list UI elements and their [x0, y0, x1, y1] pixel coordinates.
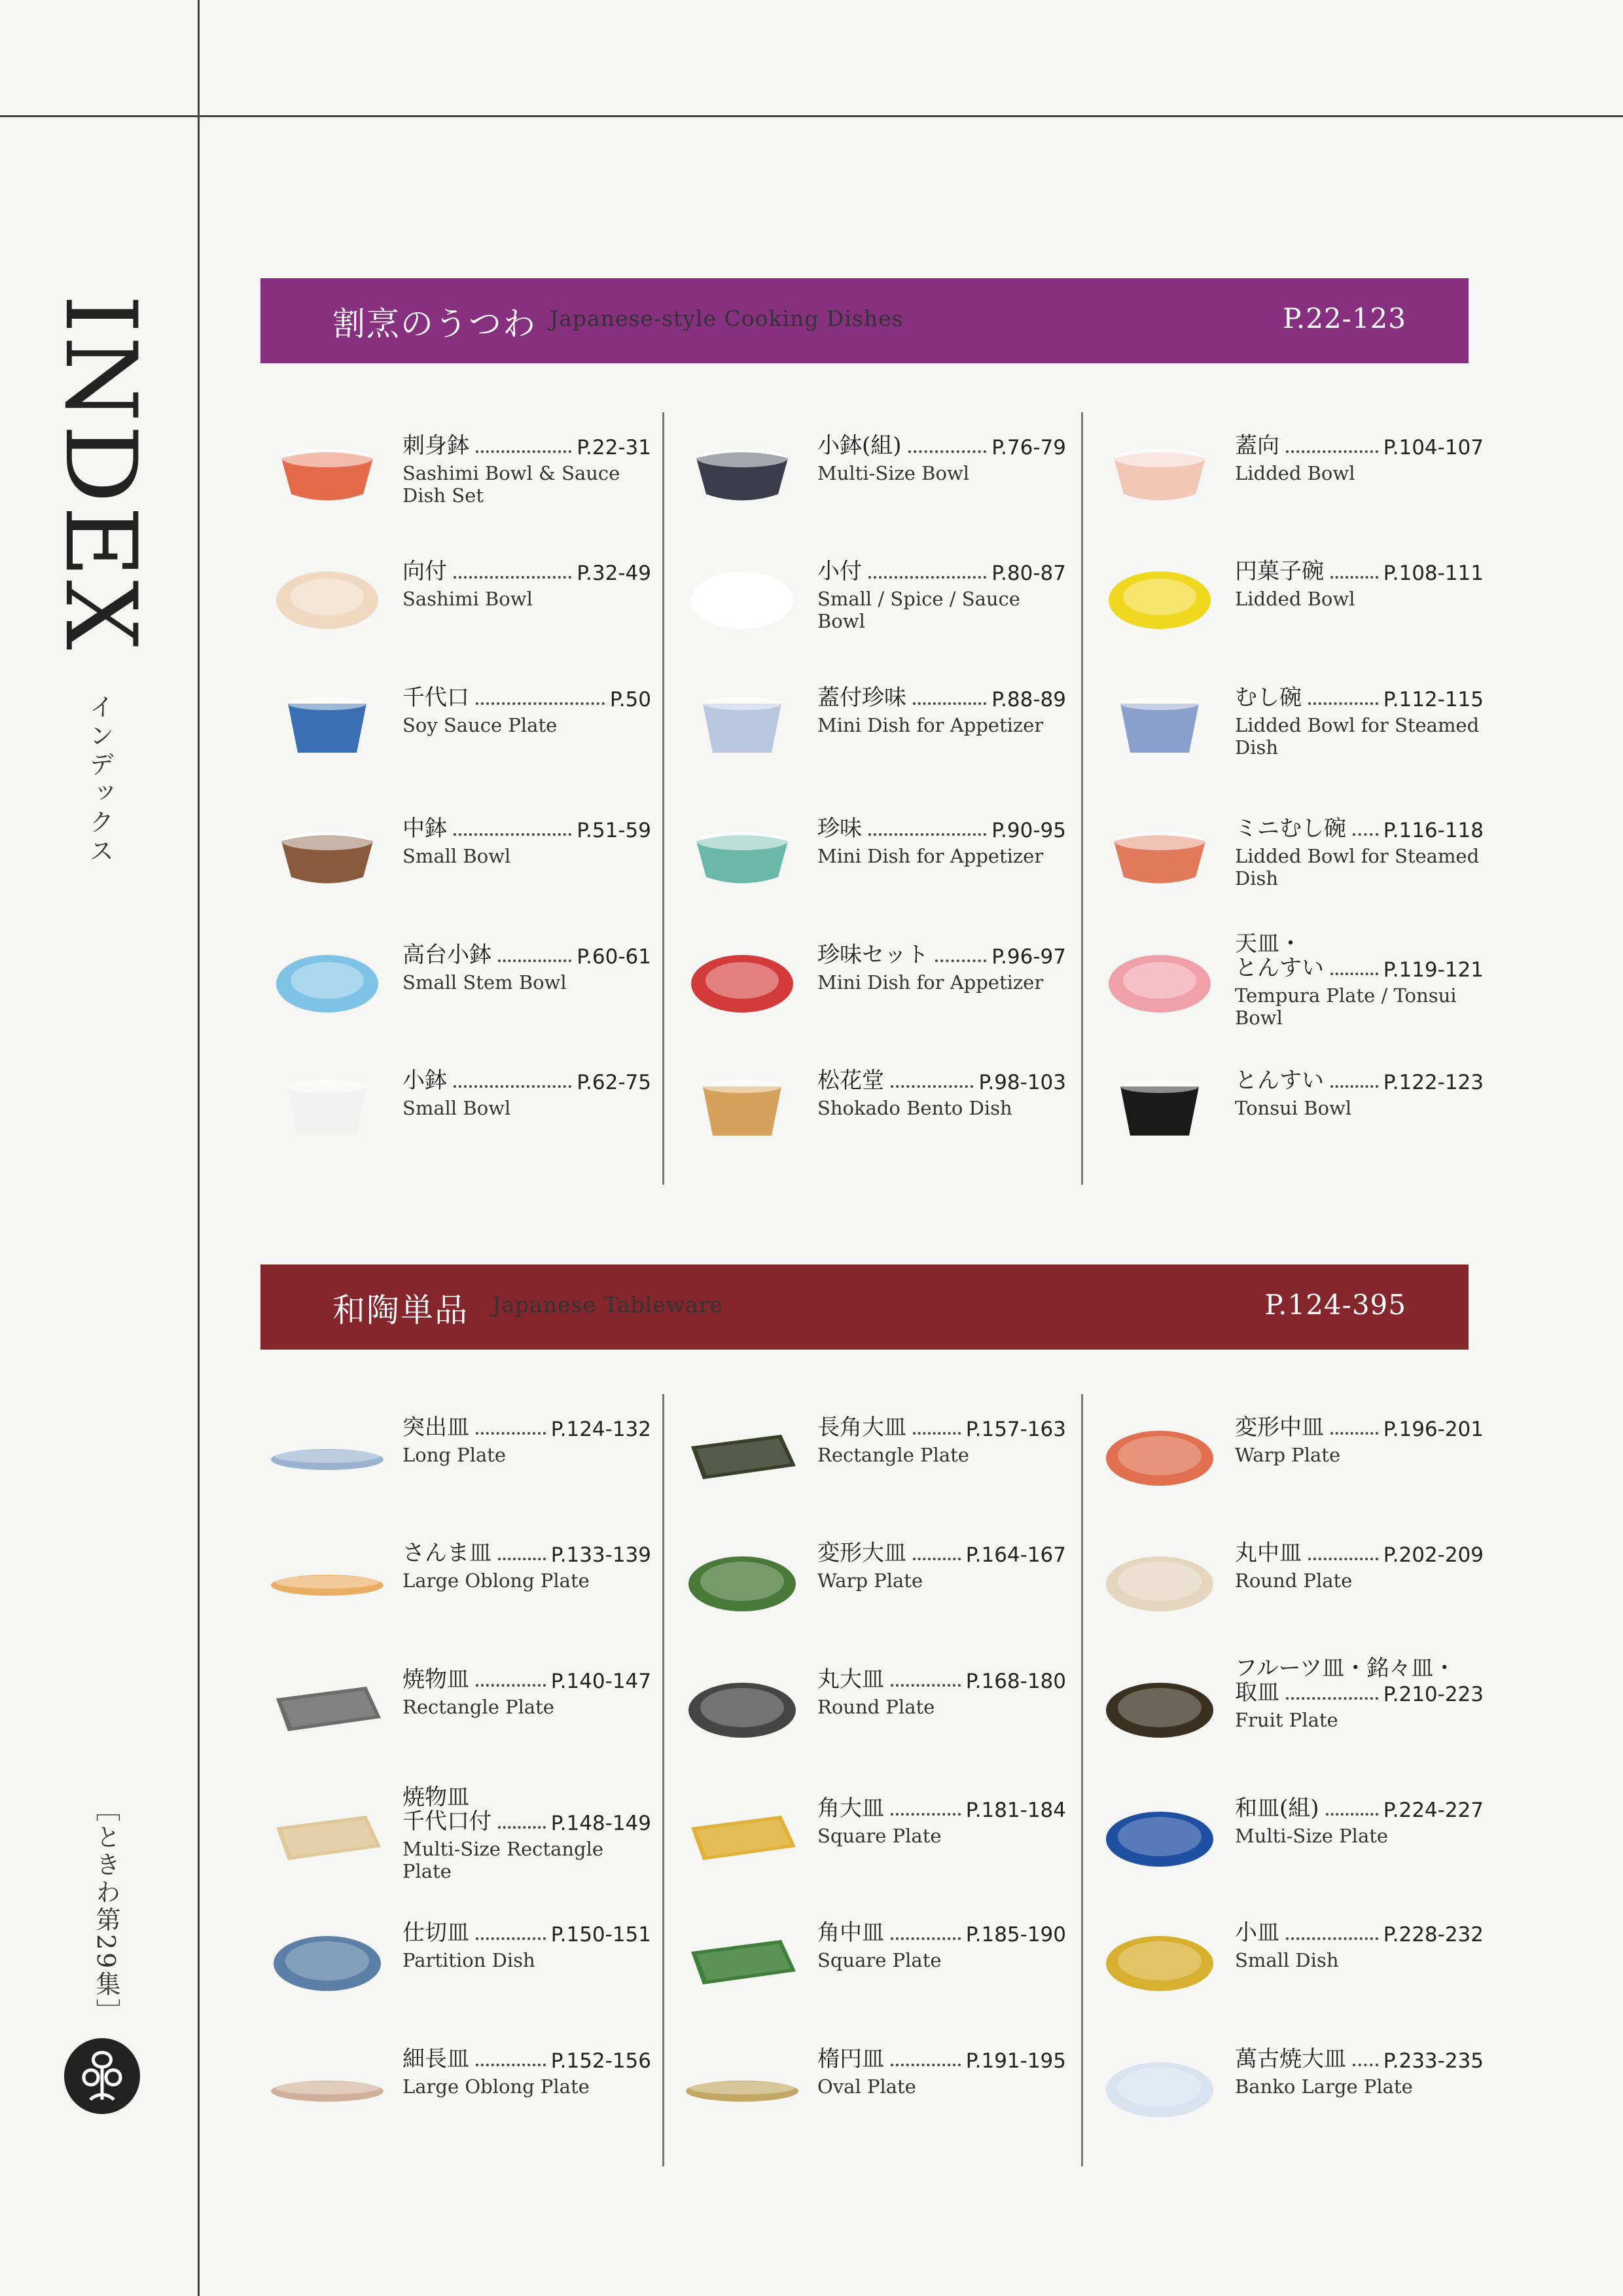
- product-photo: [1101, 1073, 1219, 1145]
- item-name-en: Banko Large Plate: [1235, 2075, 1413, 2098]
- item-name-en: Multi-Size Plate: [1235, 1825, 1389, 1847]
- leader-dots: [913, 1558, 961, 1560]
- item-name-jp: 蓋向: [1235, 433, 1279, 459]
- item-name-jp-2: とんすい: [1235, 955, 1324, 981]
- index-item[interactable]: [1101, 1653, 1493, 1764]
- item-name-line: [817, 1066, 1066, 1094]
- item-name-jp: 珍味セット: [817, 942, 929, 968]
- column-divider: [1081, 1394, 1083, 2166]
- item-name-jp: 円菓子碗: [1235, 558, 1324, 584]
- leader-dots: [913, 1432, 961, 1435]
- item-page: P.90-95: [991, 819, 1066, 842]
- item-name-line: [402, 2044, 651, 2073]
- item-name-jp: 変形大皿: [817, 1540, 906, 1566]
- product-photo: [1101, 1420, 1219, 1492]
- leader-dots: [1286, 450, 1378, 453]
- item-page: P.122-123: [1383, 1071, 1484, 1094]
- item-name-jp: さんま皿: [402, 1540, 491, 1566]
- leader-dots: [476, 1937, 546, 1940]
- leader-dots: [1308, 702, 1378, 705]
- item-name-jp: とんすい: [1235, 1067, 1324, 1094]
- item-name-jp: ミニむし碗: [1235, 816, 1346, 842]
- product-photo: [268, 2052, 386, 2124]
- index-item[interactable]: [268, 1526, 661, 1638]
- column-divider: [662, 1394, 664, 2166]
- item-name-jp: 小付: [817, 558, 862, 584]
- item-name-jp: 小鉢(組): [817, 433, 902, 459]
- item-page: P.202-209: [1383, 1543, 1484, 1567]
- index-item[interactable]: [1101, 1906, 1493, 2017]
- item-name-jp-2: 千代口付: [402, 1808, 491, 1835]
- product-photo: [1101, 948, 1219, 1020]
- product-photo: [268, 691, 386, 762]
- index-item[interactable]: [1101, 2032, 1493, 2144]
- item-name-jp: 仕切皿: [402, 1920, 469, 1946]
- section-title-jp: 和陶単品: [332, 1291, 469, 1329]
- item-name-en: Small Dish: [1235, 1949, 1339, 1971]
- item-name-en: Partition Dish: [402, 1949, 535, 1971]
- index-item[interactable]: [1101, 1526, 1493, 1638]
- item-name-line: [402, 1806, 651, 1835]
- index-item[interactable]: [683, 1054, 1076, 1165]
- item-name-jp: フルーツ皿・銘々皿・: [1235, 1655, 1456, 1681]
- item-name-jp: むし碗: [1235, 685, 1302, 711]
- leader-dots: [454, 833, 571, 836]
- leader-dots: [1330, 1085, 1378, 1088]
- product-photo: [268, 1420, 386, 1492]
- item-name-en: Square Plate: [817, 1825, 942, 1847]
- item-name-en: Multi-Size Rectangle Plate: [402, 1838, 604, 1882]
- index-item[interactable]: [683, 1653, 1076, 1764]
- leader-dots: [1308, 1558, 1378, 1560]
- item-name-en: Sashimi Bowl: [402, 588, 533, 610]
- product-photo: [683, 1926, 801, 1998]
- item-page: P.76-79: [991, 436, 1066, 459]
- item-name-en: Lidded Bowl for Steamed Dish: [1235, 714, 1480, 759]
- item-name-jp: 向付: [402, 558, 447, 584]
- volume-label: ［ときわ第29集］: [92, 1797, 120, 2026]
- item-name-line: [817, 1538, 1066, 1567]
- item-name-line: [817, 2044, 1066, 2073]
- product-photo: [1101, 1672, 1219, 1744]
- product-photo: [683, 1420, 801, 1492]
- leader-dots: [476, 2064, 546, 2066]
- leader-dots: [891, 1085, 973, 1088]
- column-divider: [1081, 412, 1083, 1185]
- section-title-jp: 割烹のうつわ: [332, 305, 537, 343]
- index-item[interactable]: [268, 1782, 661, 1893]
- leader-dots: [891, 2064, 961, 2066]
- item-name-jp: 突出皿: [402, 1414, 469, 1441]
- leader-dots: [476, 1432, 546, 1435]
- item-name-en: Tempura Plate / Tonsui Bowl: [1235, 984, 1457, 1029]
- item-name-jp: 小鉢: [402, 1067, 447, 1094]
- item-page: P.98-103: [978, 1071, 1066, 1094]
- section-title-en: Japanese-style Cooking Dishes: [550, 306, 904, 331]
- product-photo: [1101, 1801, 1219, 1873]
- item-name-en: Mini Dish for Appetizer: [817, 714, 1044, 736]
- index-item[interactable]: [268, 1401, 661, 1512]
- item-name-en: Warp Plate: [817, 1570, 923, 1592]
- item-name-en: Large Oblong Plate: [402, 2075, 590, 2098]
- item-page: P.168-180: [965, 1670, 1066, 1693]
- item-page: P.112-115: [1383, 688, 1484, 711]
- product-photo: [1101, 1926, 1219, 1998]
- index-item[interactable]: [268, 2032, 661, 2144]
- item-name-line: [1235, 1677, 1484, 1706]
- item-page: P.51-59: [577, 819, 651, 842]
- item-name-line: [402, 556, 651, 585]
- leader-dots: [454, 1085, 571, 1088]
- item-page: P.191-195: [965, 2049, 1066, 2073]
- item-name-line: [1235, 1538, 1484, 1567]
- product-photo: [1101, 821, 1219, 893]
- product-photo: [268, 439, 386, 511]
- leader-dots: [868, 833, 986, 836]
- product-photo: [268, 948, 386, 1020]
- index-item[interactable]: [683, 1401, 1076, 1512]
- item-name-line: [817, 431, 1066, 459]
- item-name-line: [817, 1918, 1066, 1946]
- column-divider: [662, 412, 664, 1185]
- leader-dots: [913, 702, 986, 705]
- product-photo: [683, 439, 801, 511]
- leader-dots: [476, 1684, 546, 1687]
- item-name-jp: 丸大皿: [817, 1666, 884, 1693]
- index-item[interactable]: [1101, 802, 1493, 913]
- item-name-jp: 和皿(組): [1235, 1795, 1319, 1821]
- index-item[interactable]: [683, 1526, 1076, 1638]
- leader-dots: [908, 450, 987, 453]
- leader-dots: [498, 960, 571, 962]
- item-name-jp: 細長皿: [402, 2046, 469, 2072]
- item-page: P.150-151: [550, 1923, 651, 1946]
- item-name-jp: 蓋付珍味: [817, 685, 906, 711]
- product-photo: [268, 1801, 386, 1873]
- item-page: P.210-223: [1383, 1683, 1484, 1706]
- item-name-jp: 角中皿: [817, 1920, 884, 1946]
- section-banner-cooking: [260, 278, 1469, 363]
- item-page: P.108-111: [1383, 562, 1484, 585]
- item-page: P.233-235: [1383, 2049, 1484, 2073]
- product-photo: [268, 1073, 386, 1145]
- item-name-en: Small Bowl: [402, 1097, 511, 1119]
- section-pages: P.124-395: [1264, 1289, 1406, 1321]
- item-page: P.148-149: [550, 1812, 651, 1835]
- item-name-en: Shokado Bento Dish: [817, 1097, 1012, 1119]
- index-item[interactable]: [683, 928, 1076, 1039]
- item-name-line: [1235, 683, 1484, 711]
- item-name-jp: 焼物皿: [402, 1666, 469, 1693]
- item-page: P.32-49: [577, 562, 651, 585]
- item-name-line: [402, 431, 651, 459]
- index-item[interactable]: [683, 802, 1076, 913]
- leader-dots: [891, 1684, 961, 1687]
- item-page: P.50: [609, 688, 651, 711]
- tokiwa-crest-icon: [64, 2038, 140, 2114]
- index-item[interactable]: [1101, 1401, 1493, 1512]
- leader-dots: [454, 576, 571, 579]
- item-page: P.224-227: [1383, 1799, 1484, 1822]
- item-name-line: [817, 814, 1066, 842]
- item-page: P.88-89: [991, 688, 1066, 711]
- product-photo: [268, 1926, 386, 1998]
- side-rule: [198, 0, 200, 2296]
- leader-dots: [1353, 833, 1378, 836]
- item-name-line: [817, 940, 1066, 969]
- item-name-jp: 長角大皿: [817, 1414, 906, 1441]
- item-page: P.140-147: [550, 1670, 651, 1693]
- leader-dots: [868, 576, 986, 579]
- product-photo: [268, 821, 386, 893]
- index-subtitle: インデックス: [85, 694, 114, 867]
- product-photo: [268, 1672, 386, 1744]
- item-name-line: [402, 814, 651, 842]
- item-name-jp: 高台小鉢: [402, 942, 491, 968]
- leader-dots: [1326, 1813, 1378, 1816]
- item-page: P.60-61: [577, 945, 651, 969]
- leader-dots: [1330, 576, 1378, 579]
- item-name-line: [1235, 814, 1484, 842]
- item-page: P.185-190: [965, 1923, 1066, 1946]
- index-item[interactable]: [268, 1653, 661, 1764]
- item-page: P.62-75: [577, 1071, 651, 1094]
- leader-dots: [891, 1937, 961, 1940]
- product-photo: [683, 564, 801, 636]
- item-page: P.119-121: [1383, 958, 1484, 982]
- item-name-jp: 萬古焼大皿: [1235, 2046, 1346, 2072]
- item-page: P.164-167: [965, 1543, 1066, 1567]
- item-name-en: Lidded Bowl: [1235, 588, 1355, 610]
- index-item[interactable]: [268, 419, 661, 530]
- index-item[interactable]: [1101, 671, 1493, 782]
- item-name-en: Small Bowl: [402, 845, 511, 867]
- leader-dots: [476, 450, 571, 453]
- item-page: P.96-97: [991, 945, 1066, 969]
- item-name-line: [1235, 431, 1484, 459]
- item-name-en: Small Stem Bowl: [402, 971, 567, 994]
- item-name-jp: 天皿・: [1235, 931, 1302, 957]
- index-item[interactable]: [683, 2032, 1076, 2144]
- item-page: P.104-107: [1383, 436, 1484, 459]
- leader-dots: [1286, 1937, 1378, 1940]
- item-name-line: [402, 683, 651, 711]
- item-name-en: Lidded Bowl for Steamed Dish: [1235, 845, 1480, 889]
- item-name-jp-2: 取皿: [1235, 1679, 1279, 1706]
- item-name-en: Rectangle Plate: [402, 1696, 554, 1718]
- item-name-jp: 変形中皿: [1235, 1414, 1324, 1441]
- index-item[interactable]: [1101, 1782, 1493, 1893]
- item-page: P.152-156: [550, 2049, 651, 2073]
- item-name-jp: 松花堂: [817, 1067, 884, 1094]
- index-item[interactable]: [683, 545, 1076, 656]
- item-name-jp: 丸中皿: [1235, 1540, 1302, 1566]
- product-photo: [683, 1073, 801, 1145]
- index-item[interactable]: [1101, 419, 1493, 530]
- item-name-en: Lidded Bowl: [1235, 462, 1355, 484]
- leader-dots: [1330, 973, 1378, 975]
- item-page: P.157-163: [965, 1418, 1066, 1441]
- item-name-en: Tonsui Bowl: [1235, 1097, 1352, 1119]
- item-name-en: Mini Dish for Appetizer: [817, 971, 1044, 994]
- section-pages: P.22-123: [1283, 302, 1406, 334]
- item-name-line: [402, 1918, 651, 1946]
- item-name-en: Round Plate: [1235, 1570, 1353, 1592]
- section-title-en: Japanese Tableware: [492, 1292, 723, 1318]
- item-page: P.116-118: [1383, 819, 1484, 842]
- item-name-line: [1235, 1412, 1484, 1441]
- item-name-en: Large Oblong Plate: [402, 1570, 590, 1592]
- item-name-line: [1235, 1918, 1484, 1946]
- item-name-line: [817, 1793, 1066, 1822]
- leader-dots: [498, 1558, 546, 1560]
- item-name-jp: 焼物皿: [402, 1784, 469, 1810]
- item-name-line: [1235, 556, 1484, 585]
- item-page: P.124-132: [550, 1418, 651, 1441]
- item-name-jp: 千代口: [402, 685, 469, 711]
- product-photo: [683, 948, 801, 1020]
- leader-dots: [476, 702, 605, 705]
- index-item[interactable]: [268, 671, 661, 782]
- leader-dots: [1330, 1432, 1378, 1435]
- item-name-line: [1235, 1066, 1484, 1094]
- product-photo: [683, 1672, 801, 1744]
- item-page: P.133-139: [550, 1543, 651, 1567]
- item-name-en: Sashimi Bowl & Sauce Dish Set: [402, 462, 620, 507]
- index-item[interactable]: [1101, 928, 1493, 1039]
- item-name-jp: 角大皿: [817, 1795, 884, 1821]
- product-photo: [683, 2052, 801, 2124]
- item-name-en: Round Plate: [817, 1696, 935, 1718]
- index-title: INDEX: [43, 295, 157, 653]
- item-name-line: [817, 556, 1066, 585]
- item-name-line: [402, 1066, 651, 1094]
- item-page: P.228-232: [1383, 1923, 1484, 1946]
- index-item[interactable]: [683, 419, 1076, 530]
- item-name-jp: 楕円皿: [817, 2046, 884, 2072]
- product-photo: [1101, 564, 1219, 636]
- index-item[interactable]: [268, 1054, 661, 1165]
- item-name-jp: 小皿: [1235, 1920, 1279, 1946]
- leader-dots: [1286, 1697, 1378, 1700]
- leader-dots: [891, 1813, 961, 1816]
- product-photo: [1101, 691, 1219, 762]
- item-name-line: [1235, 2044, 1484, 2073]
- item-name-line: [402, 1412, 651, 1441]
- item-name-jp: 珍味: [817, 816, 862, 842]
- product-photo: [1101, 2052, 1219, 2124]
- item-name-jp: 中鉢: [402, 816, 447, 842]
- item-name-en: Multi-Size Bowl: [817, 462, 970, 484]
- product-photo: [268, 564, 386, 636]
- item-name-line: [1235, 953, 1484, 982]
- item-page: P.80-87: [991, 562, 1066, 585]
- item-name-line: [402, 1538, 651, 1567]
- index-item[interactable]: [268, 802, 661, 913]
- item-name-en: Small / Spice / Sauce Bowl: [817, 588, 1020, 632]
- item-name-en: Long Plate: [402, 1444, 507, 1466]
- product-photo: [1101, 439, 1219, 511]
- index-item[interactable]: [1101, 1054, 1493, 1165]
- product-photo: [683, 821, 801, 893]
- item-page: P.22-31: [577, 436, 651, 459]
- item-name-line: [817, 1412, 1066, 1441]
- item-page: P.181-184: [965, 1799, 1066, 1822]
- item-name-en: Warp Plate: [1235, 1444, 1341, 1466]
- item-name-en: Mini Dish for Appetizer: [817, 845, 1044, 867]
- item-name-line: [402, 1664, 651, 1693]
- item-name-line: [1235, 1793, 1484, 1822]
- top-rule: [0, 115, 1623, 117]
- product-photo: [1101, 1546, 1219, 1618]
- item-name-jp: 刺身鉢: [402, 433, 469, 459]
- leader-dots: [1353, 2064, 1378, 2066]
- product-photo: [268, 1546, 386, 1618]
- item-name-en: Rectangle Plate: [817, 1444, 969, 1466]
- product-photo: [683, 691, 801, 762]
- index-item[interactable]: [1101, 545, 1493, 656]
- index-item[interactable]: [683, 1782, 1076, 1893]
- product-photo: [683, 1546, 801, 1618]
- index-item[interactable]: [268, 1906, 661, 2017]
- item-name-en: Fruit Plate: [1235, 1709, 1338, 1731]
- item-name-line: [817, 683, 1066, 711]
- item-name-en: Oval Plate: [817, 2075, 916, 2098]
- item-name-line: [817, 1664, 1066, 1693]
- leader-dots: [498, 1826, 546, 1829]
- product-photo: [683, 1801, 801, 1873]
- item-name-en: Soy Sauce Plate: [402, 714, 558, 736]
- index-item[interactable]: [683, 671, 1076, 782]
- item-page: P.196-201: [1383, 1418, 1484, 1441]
- index-item[interactable]: [683, 1906, 1076, 2017]
- item-name-line: [402, 940, 651, 969]
- item-name-en: Square Plate: [817, 1949, 942, 1971]
- section-banner-tableware: [260, 1265, 1469, 1350]
- leader-dots: [935, 960, 986, 962]
- index-item[interactable]: [268, 928, 661, 1039]
- index-item[interactable]: [268, 545, 661, 656]
